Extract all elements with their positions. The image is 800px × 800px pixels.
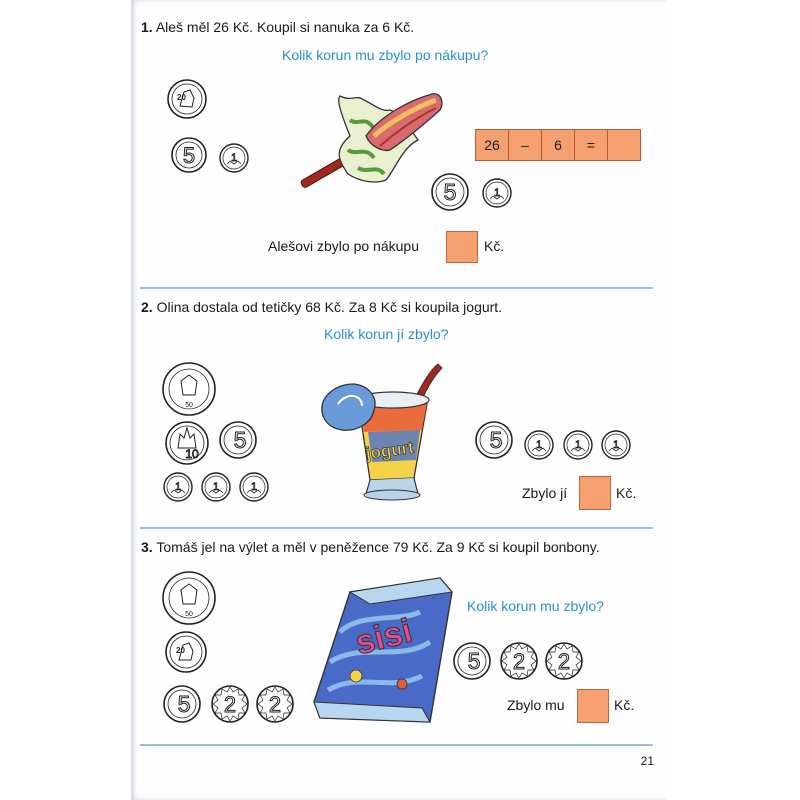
one-crown-coin-icon (218, 142, 250, 174)
coin-label: 50 (185, 402, 193, 409)
coin-label: 1 (493, 187, 501, 199)
twenty-crown-coin-icon (166, 78, 208, 120)
equation-equals-sign: = (574, 129, 608, 161)
coin-label: 5 (177, 691, 191, 717)
coin-label: 1 (250, 481, 258, 493)
exercise-3-answer-box[interactable] (577, 689, 609, 723)
one-crown-coin-icon (562, 429, 594, 461)
exercise-3-statement: Tomáš jel na výlet a měl v peněžence 79 Kč. Za 9 Kč si koupil bonbony. (156, 539, 600, 555)
section-divider (140, 287, 653, 289)
coin-label: 10 (185, 447, 199, 461)
exercise-1-answer-suffix: Kč. (484, 238, 505, 254)
ice-cream-popsicle-illustration (290, 86, 450, 198)
coin-label: 50 (185, 611, 193, 618)
exercise-2-question: Kolik korun jí zbylo? (324, 326, 449, 342)
exercise-3-number: 3. (141, 539, 153, 555)
exercise-2-answer-suffix: Kč. (616, 485, 637, 501)
five-crown-coin-icon (452, 641, 492, 681)
exercise-2-number: 2. (141, 299, 153, 315)
two-crown-coin-icon (499, 641, 539, 681)
one-crown-coin-icon (238, 471, 270, 503)
exercise-3-answer-suffix: Kč. (614, 697, 635, 713)
coin-label: 20 (177, 93, 186, 102)
equation-subtrahend: 6 (541, 129, 575, 161)
candy-bag-label: sisi (351, 611, 416, 663)
coin-label: 5 (233, 427, 247, 453)
coin-label: 20 (176, 646, 185, 655)
coin-label: 5 (467, 648, 481, 674)
exercise-3-question: Kolik korun mu zbylo? (467, 598, 604, 614)
coin-label: 1 (230, 152, 238, 164)
coin-label: 5 (489, 427, 503, 453)
coin-label: 1 (535, 439, 543, 451)
five-crown-coin-icon (218, 420, 258, 460)
coin-label: 1 (612, 439, 620, 451)
one-crown-coin-icon (162, 471, 194, 503)
yogurt-label: jogurt (364, 437, 415, 464)
ten-crown-coin-icon (164, 420, 210, 466)
coin-label: 2 (268, 692, 282, 717)
five-crown-coin-icon (430, 172, 470, 212)
exercise-2-text (141, 299, 502, 315)
coin-label: 5 (443, 179, 457, 205)
section-divider (140, 527, 653, 529)
equation-minus-sign: – (508, 129, 542, 161)
exercise-1-number: 1. (141, 19, 153, 35)
coin-label: 5 (182, 143, 196, 168)
two-crown-coin-icon (255, 684, 295, 724)
exercise-1-question: Kolik korun mu zbylo po nákupu? (282, 47, 489, 63)
five-crown-coin-icon (474, 420, 514, 460)
exercise-1-answer-box[interactable] (446, 231, 478, 263)
section-divider (140, 744, 653, 746)
two-crown-coin-icon (544, 641, 584, 681)
coin-label: 1 (574, 439, 582, 451)
page-number: 21 (640, 754, 654, 768)
yogurt-cup-illustration (318, 360, 450, 508)
coin-label: 2 (557, 649, 571, 674)
one-crown-coin-icon (523, 429, 555, 461)
page-gutter (0, 0, 131, 800)
exercise-1-text (141, 19, 414, 35)
one-crown-coin-icon (200, 471, 232, 503)
fifty-crown-coin-icon (161, 570, 217, 626)
equation-result-box[interactable] (607, 129, 641, 161)
exercise-3-answer-prefix: Zbylo mu (507, 697, 565, 713)
five-crown-coin-icon (162, 684, 202, 724)
one-crown-coin-icon (600, 429, 632, 461)
coin-label: 2 (223, 692, 237, 717)
five-crown-coin-icon (170, 136, 208, 174)
equation-minuend: 26 (475, 129, 509, 161)
two-crown-coin-icon (210, 684, 250, 724)
coin-label: 1 (212, 481, 220, 493)
exercise-2-answer-box[interactable] (579, 476, 611, 510)
exercise-3-text (141, 539, 600, 555)
exercise-2-statement: Olina dostala od tetičky 68 Kč. Za 8 Kč si koupila jogurt. (156, 299, 503, 315)
exercise-1-answer-prefix: Alešovi zbylo po nákupu (268, 238, 419, 254)
exercise-1-statement: Aleš měl 26 Kč. Koupil si nanuka za 6 Kč. (155, 19, 415, 35)
twenty-crown-coin-icon (164, 630, 208, 674)
exercise-2-answer-prefix: Zbylo jí (522, 485, 568, 501)
candy-bag-illustration (310, 572, 460, 730)
one-crown-coin-icon (481, 177, 513, 209)
coin-label: 1 (174, 481, 182, 493)
coin-label: 2 (512, 649, 526, 674)
fifty-crown-coin-icon (161, 361, 217, 417)
